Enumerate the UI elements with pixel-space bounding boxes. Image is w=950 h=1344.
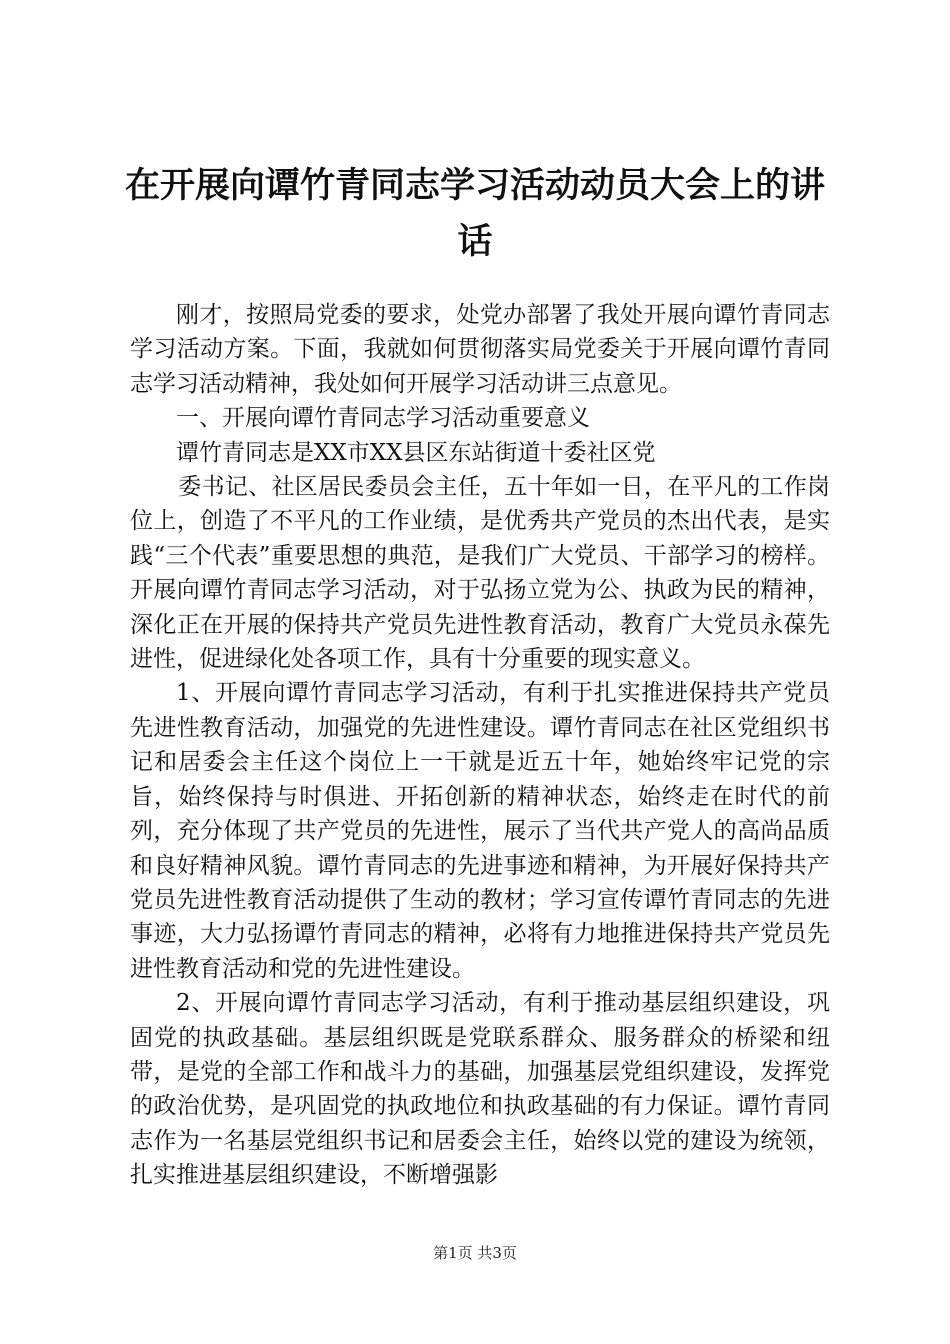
- paragraph: 谭竹青同志是XX市XX县区东站街道十委社区党: [176, 439, 656, 466]
- page-footer: 第1页 共3页: [433, 1244, 517, 1262]
- document-body: [130, 298, 830, 1193]
- paragraph: 1、开展向谭竹青同志学习活动，有利于扎实推进保持共产党员先进性教育活动，加强党的先进性建设。谭竹青同志在社区党组织书记和居委会主任这个岗位上一干就是近五十年，她始终牢记党的宗旨，始终保持与时俱进、开拓创新的精神状态，始终走在时代的前列，充分体现了共产党员的先进性，展示了当代共产党人的高尚品质和良好精神风貌。谭竹青同志的先进事迹和精神，为开展好保持共产党员先进性教育活动提供了生动的教材；学习宣传谭竹青同志的先进事迹，大力弘扬谭竹青同志的精神，必将有力地推进保持共产党员先进性教育活动和党的先进性建设。: [130, 680, 830, 982]
- paragraph: 委书记、社区居民委员会主任，五十年如一日，在平凡的工作岗位上，创造了不平凡的工作业绩，是优秀共产党员的杰出代表，是实践“三个代表”重要思想的典范，是我们广大党员、干部学习的榜样。开展向谭竹青同志学习活动，对于弘扬立党为公、执政为民的精神，深化正在开展的保持共产党员先进性教育活动，教育广大党员永葆先进性，促进绿化处各项工作，具有十分重要的现实意义。: [130, 474, 830, 673]
- document-title: 在开展向谭竹青同志学习活动动员大会上的讲话: [124, 165, 825, 262]
- paragraph: 2、开展向谭竹青同志学习活动，有利于推动基层组织建设，巩固党的执政基础。基层组织既是党联系群众、服务群众的桥梁和纽带，是党的全部工作和战斗力的基础，加强基层党组织建设，发挥党的政治优势，是巩固党的执政地位和执政基础的有力保证。谭竹青同志作为一名基层党组织书记和居委会主任，始终以党的建设为统领，扎实推进基层组织建设，不断增强影: [130, 990, 830, 1189]
- section-heading: 一、开展向谭竹青同志学习活动重要意义: [176, 405, 590, 432]
- paragraph: 刚才，按照局党委的要求，处党办部署了我处开展向谭竹青同志学习活动方案。下面，我就如何贯彻落实局党委关于开展向谭竹青同志学习活动精神，我处如何开展学习活动讲三点意见。: [130, 302, 830, 397]
